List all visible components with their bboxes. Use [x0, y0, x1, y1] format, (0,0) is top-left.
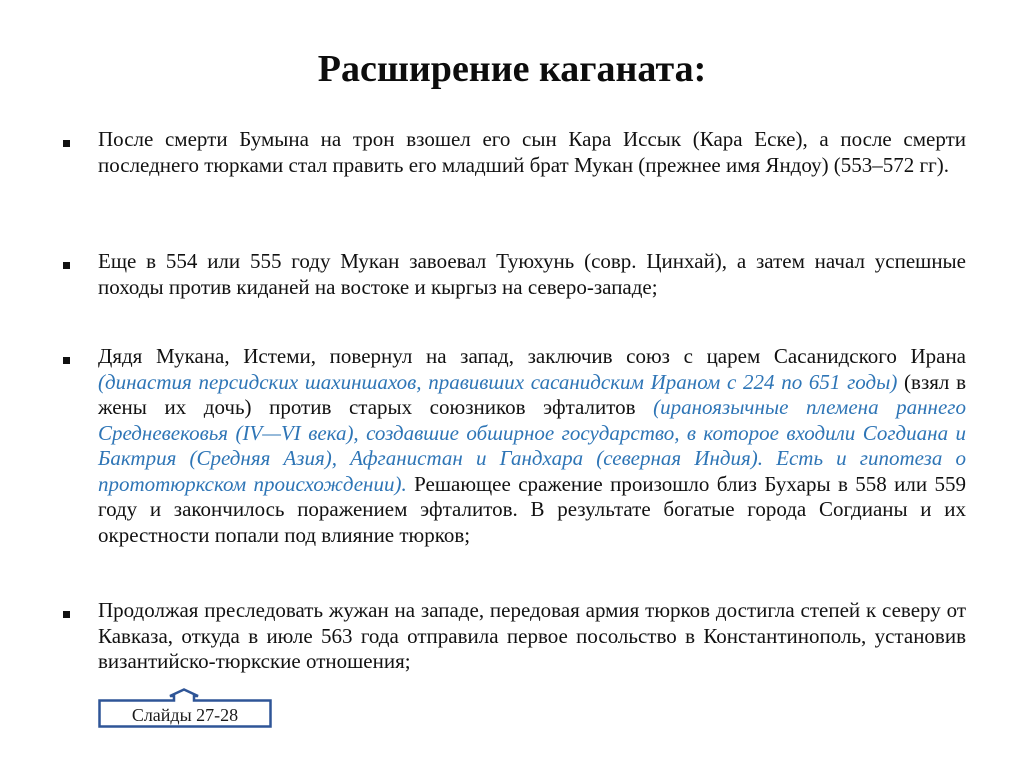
text-segment: (взял в жены их дочь) против старых союзников эфталитов	[98, 369, 966, 419]
slides-27-28-button[interactable]	[98, 688, 272, 728]
bullet-text	[98, 127, 966, 178]
text-segment: Решающее сражение произошло близ Бухары в 558 или 559 году и закончилось поражением эфталитов. В результате богатые города Согдианы и их окрестности попали под влияние тюрков;	[98, 471, 966, 547]
square-bullet-icon	[63, 611, 70, 618]
text-segment: Дядя Мукана, Истеми, повернул на запад, заключив союз с царем Сасанидского Ирана	[98, 344, 966, 368]
square-bullet-icon	[63, 357, 70, 364]
sasanid-aside-note: (династия персидских шахиншахов, правивших сасанидским Ираном с 224 по 651 годы)	[98, 369, 898, 394]
hephthalites-aside-note: (ираноязычные племена раннего Средневековья (IV—VI века), создавшие обширное государство, в которое входили Согдиана и Бактрия (Средняя Азия), Афганистан и Гандхара (северная Индия). Есть и гипотеза о прототюркском происхождении).	[98, 395, 966, 496]
bullet-text	[98, 249, 966, 300]
slide-title: Расширение каганата:	[317, 48, 707, 90]
square-bullet-icon	[63, 140, 70, 147]
text-segment: После смерти Бумына на трон взошел его сын Кара Иссык (Кара Еске), а после смерти последнего тюрками стал править его младший брат Мукан (прежнее имя Яндоу) (553–572 гг).	[98, 127, 966, 177]
bullet-text	[98, 598, 966, 675]
text-segment: Еще в 554 или 555 году Мукан завоевал Туюхунь (совр. Цинхай), а затем начал успешные походы против киданей на востоке и кыргыз на северо-западе;	[98, 249, 966, 299]
bullet-text	[98, 344, 966, 548]
text-segment: Продолжая преследовать жужан на западе, передовая армия тюрков достигла степей к северу от Кавказа, откуда в июле 563 года отправила первое посольство в Константинополь, установив византийско-тюркские отношения;	[98, 598, 966, 673]
slides-button-label: Слайды 27-28	[131, 705, 239, 725]
square-bullet-icon	[63, 262, 70, 269]
